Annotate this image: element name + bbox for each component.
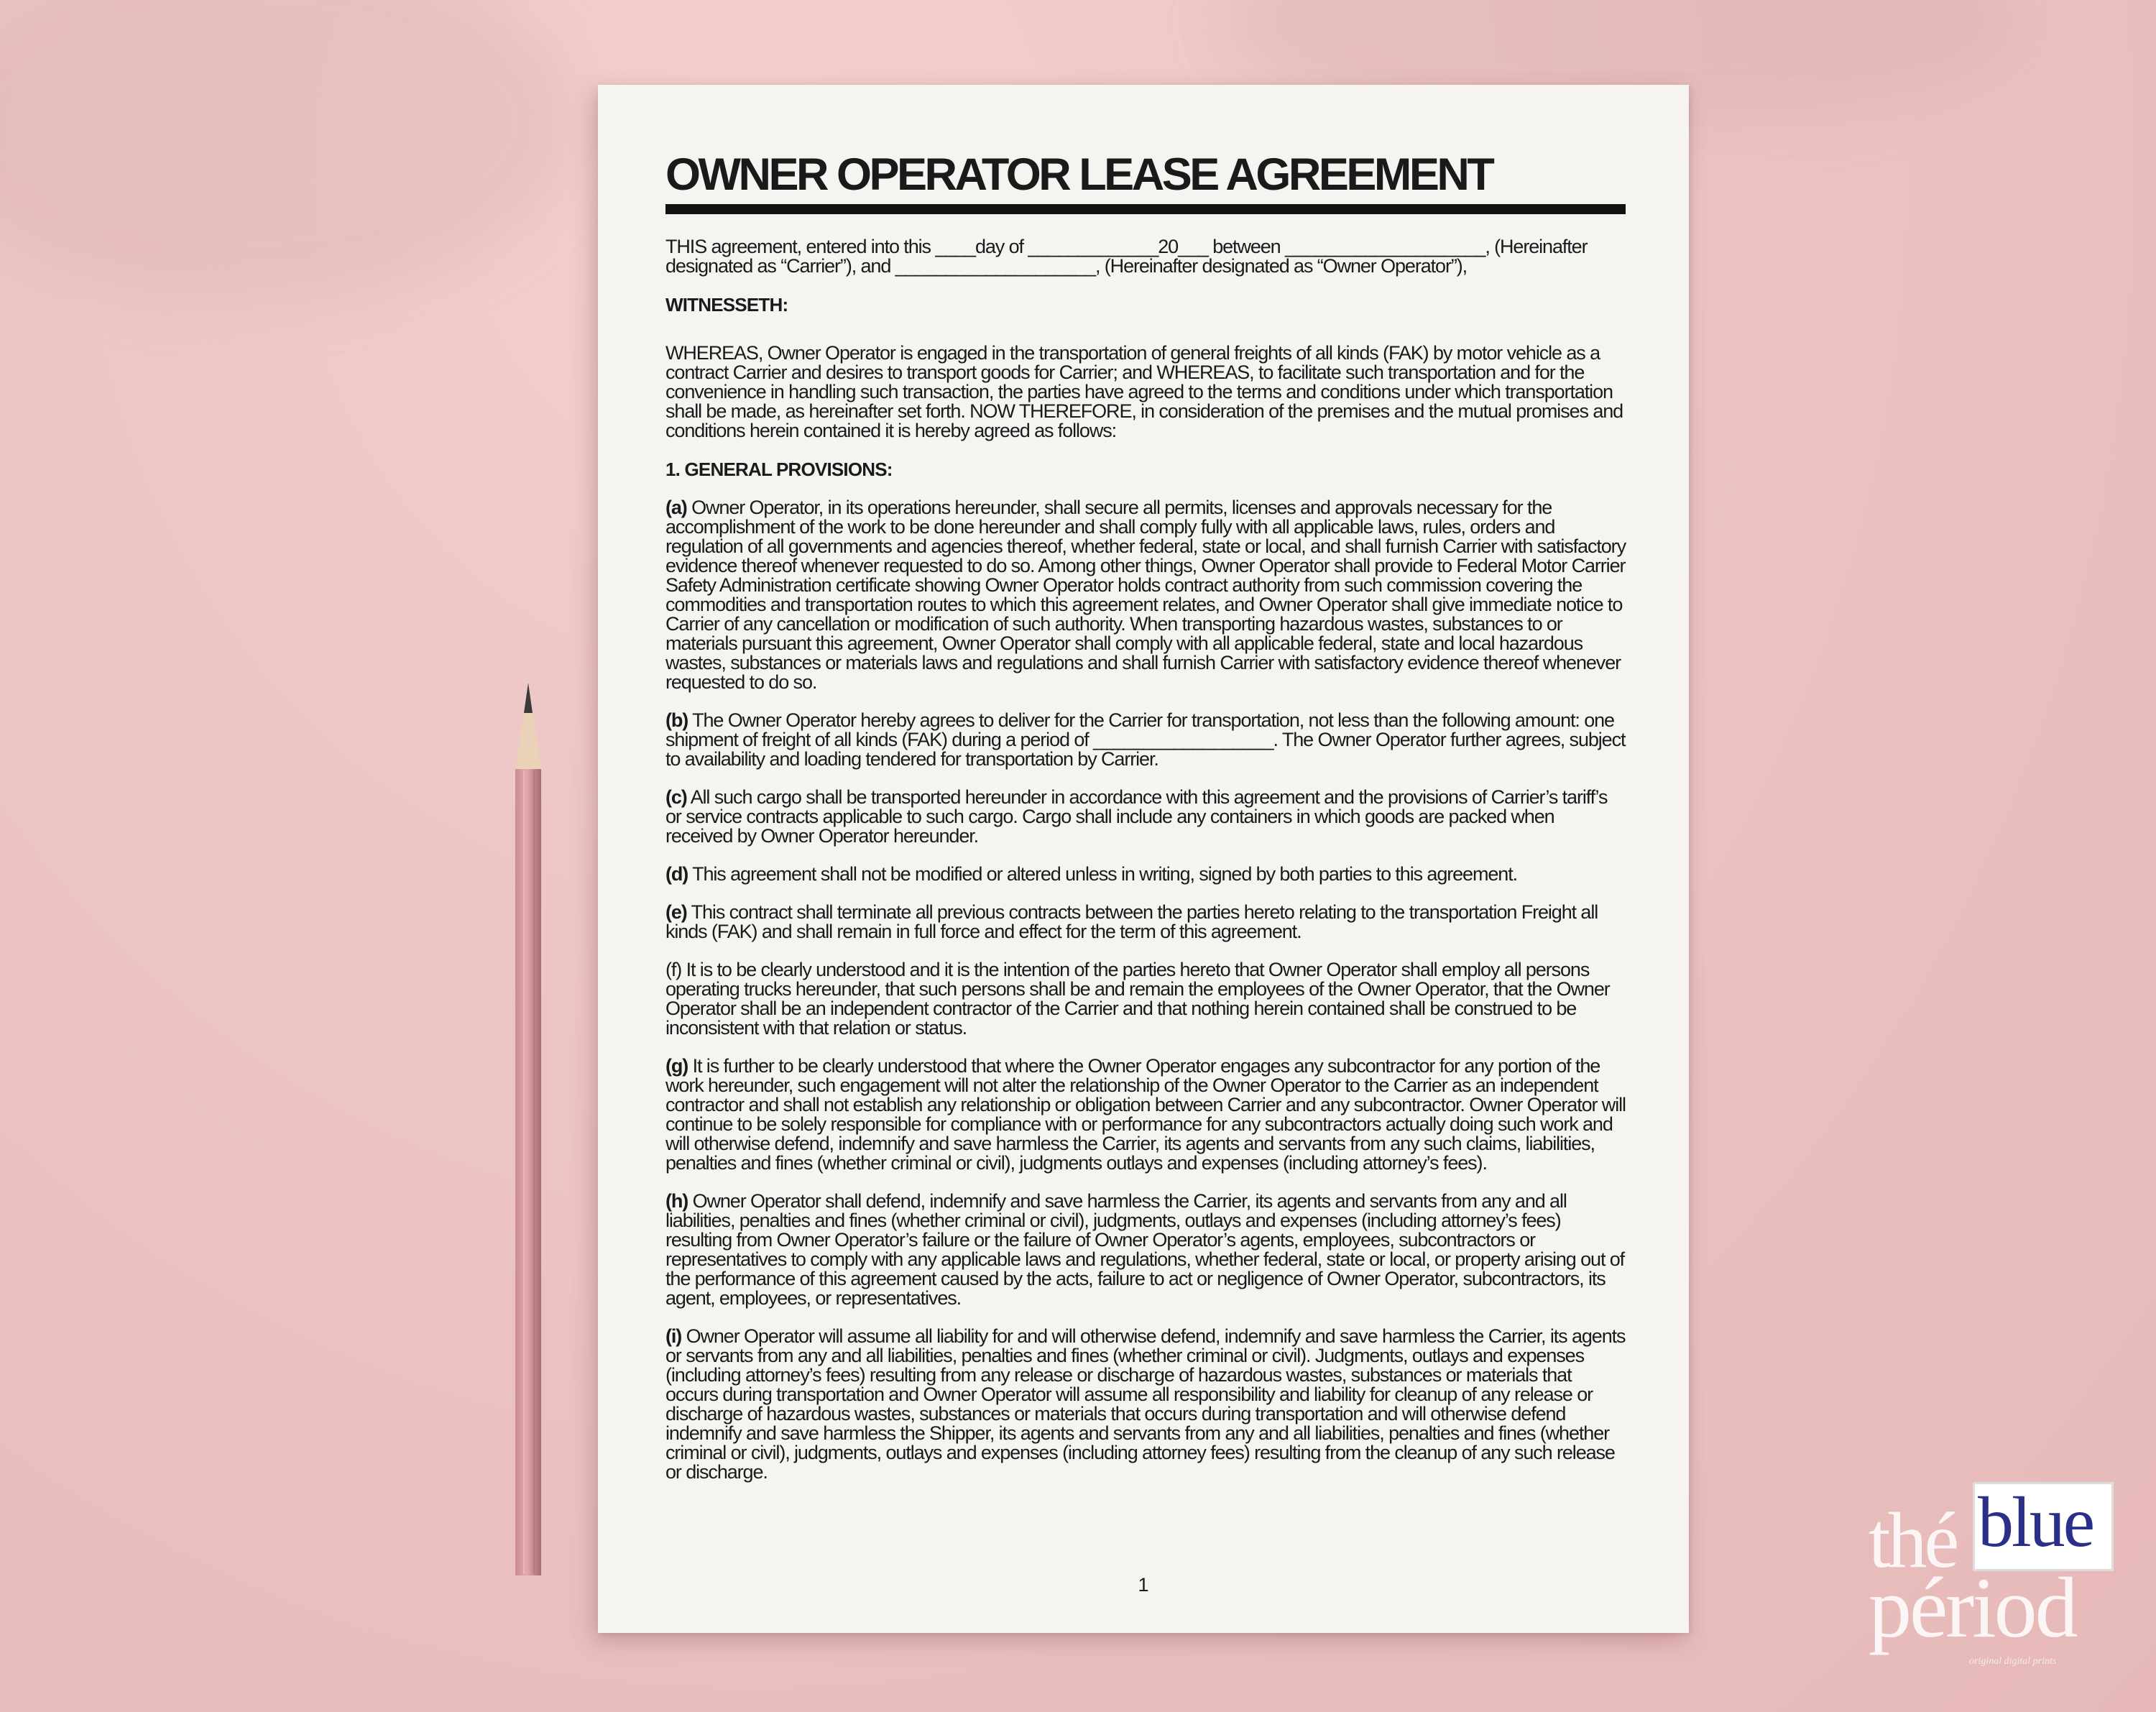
provision-g [665,1057,1626,1173]
provision-label: (h) [665,1190,688,1212]
provision-label: (b) [665,709,688,731]
provision-text: All such cargo shall be transported hereunder in accordance with this agreement and the provisions of Carrier’s tariff’s or service contracts applicable to such cargo. Cargo shall include any containers in which goods are packed when received by Owner Operator hereunder. [665,786,1608,847]
witnesseth-heading: WITNESSETH: [665,294,788,316]
provision-text: Owner Operator shall defend, indemnify and save harmless the Carrier, its agents and servants from any and all liabilities, penalties and fines (whether criminal or civil), judgments, outlays and expenses (including attorney’s fees) resulting from Owner Operator’s failure or the failure of Owner Operator’s agents, employees, subcontractors or representatives to comply with any applicable laws and regulations, whether federal, state or local, or property arising out of the performance of this agreement caused by the acts, failure to act or negligence of Owner Operator, subcontractors, its agent, employees, or representatives. [665,1190,1625,1309]
provision-label: (g) [665,1055,688,1077]
provision-h [665,1192,1626,1308]
provision-b [665,711,1626,769]
provision-d [665,865,1626,884]
provision-text: (f) It is to be clearly understood and it is the intention of the parties hereto that Owner Operator shall employ all persons operating trucks hereunder, that such persons shall be and remain the employees of the Owner Operator, that the Owner Operator shall be an independent contractor of the Carrier and that nothing herein contained shall be construed to be inconsistent with that relation or status. [665,959,1610,1039]
provision-label: (a) [665,497,687,518]
provision-label: (c) [665,786,687,808]
provision-c [665,788,1626,846]
intro-paragraph: THIS agreement, entered into this ____day of _____________20___ between ____________________, (Hereinafter designated as “Carrier”), and ____________________, (Hereinafter designated as “Owner Operator”), [665,236,1588,277]
logo-period: périod [1869,1560,2076,1655]
provision-text: It is further to be clearly understood that where the Owner Operator engages any subcontractor for any portion of the work hereunder, such engagement will not alter the relationship of the Owner Operator to the Carrier as an independent contractor and shall not establish any relationship or obligation between Carrier and any subcontractor. Owner Operator will continue to be solely responsible for compliance with or performance for any subcontractors actually doing such work and will otherwise defend, indemnify and save harmless the Carrier, its agents and servants from any such claims, liabilities, penalties and fines (whether criminal or civil), judgments outlays and expenses (including attorney’s fees). [665,1055,1626,1174]
agreement-page [598,85,1689,1633]
provision-label: (d) [665,863,688,885]
brand-logo [1861,1473,2120,1675]
section-heading: 1. GENERAL PROVISIONS: [665,459,893,480]
provision-text: Owner Operator, in its operations hereunder, shall secure all permits, licenses and approvals necessary for the accomplishment of the work to be done hereunder and shall comply fully with all applicable laws, rules, orders and regulation of all governments and agencies thereof, whether federal, state or local, and shall furnish Carrier with satisfactory evidence thereof whenever requested to do so. Among other things, Owner Operator shall provide to Federal Motor Carrier Safety Administration certificate showing Owner Operator holds contract authority from such commission covering the commodities and transportation routes to which this agreement relates, and Owner Operator shall give immediate notice to Carrier of any cancellation or modification of such authority. When transporting hazardous wastes, substances to or materials pursuant this agreement, Owner Operator shall comply with all applicable federal, state and local hazardous wastes, substances or materials laws and regulations and shall furnish Carrier with satisfactory evidence thereof whenever requested to do so. [665,497,1626,693]
document-title: OWNER OPERATOR LEASE AGREEMENT [665,149,1626,214]
provision-text: This contract shall terminate all previous contracts between the parties hereto relating to the transportation Freight all kinds (FAK) and shall remain in full force and effect for the term of this agreement. [665,901,1598,942]
provision-e [665,903,1626,942]
page-number: 1 [1138,1574,1149,1596]
provision-text: Owner Operator will assume all liability for and will otherwise defend, indemnify and save harmless the Carrier, its agents or servants from any and all liabilities, penalties and fines (whether criminal or civil). Judgments, outlays and expenses (including attorney’s fees) resulting from any release or discharge of hazardous wastes, substances or materials that occurs during transportation and Owner Operator will assume all responsibility and liability for cleanup of any release or discharge of hazardous wastes, substances or materials that occurs during transportation and will otherwise defend indemnify and save harmless the Shipper, its agents and servants from any and all liabilities, penalties and fines (whether criminal or civil), judgments, outlays and expenses (including attorney fees) resulting from the cleanup of any such release or discharge. [665,1325,1626,1483]
background-leaf-shadow [0,0,575,302]
logo-tagline: original digital prints [1969,1656,2057,1667]
provision-label: (i) [665,1325,682,1347]
provision-text: The Owner Operator hereby agrees to deliver for the Carrier for transportation, not less than the following amount: one shipment of freight of all kinds (FAK) during a period of __________________. The Owner Operator further agrees, subject to availability and loading tendered for transportation by Carrier. [665,709,1626,770]
logo-the: thé [1869,1496,1957,1584]
provision-label: (e) [665,901,687,923]
whereas-paragraph: WHEREAS, Owner Operator is engaged in the transportation of general freights of all kinds (FAK) by motor vehicle as a contract Carrier and desires to transport goods for Carrier; and WHEREAS, to facilitate such transportation and for the convenience in handling such transaction, the parties have agreed to the terms and conditions under which transportation shall be made, as hereinafter set forth. NOW THEREFORE, in consideration of the premises and the mutual promises and conditions herein contained it is hereby agreed as follows: [665,342,1623,441]
pencil-image [507,683,550,1617]
provision-text: This agreement shall not be modified or altered unless in writing, signed by both parties to this agreement. [688,863,1517,885]
logo-blue: blue [1978,1482,2093,1562]
provision-f [665,960,1626,1038]
provision-i [665,1327,1626,1482]
provision-a [665,498,1626,692]
